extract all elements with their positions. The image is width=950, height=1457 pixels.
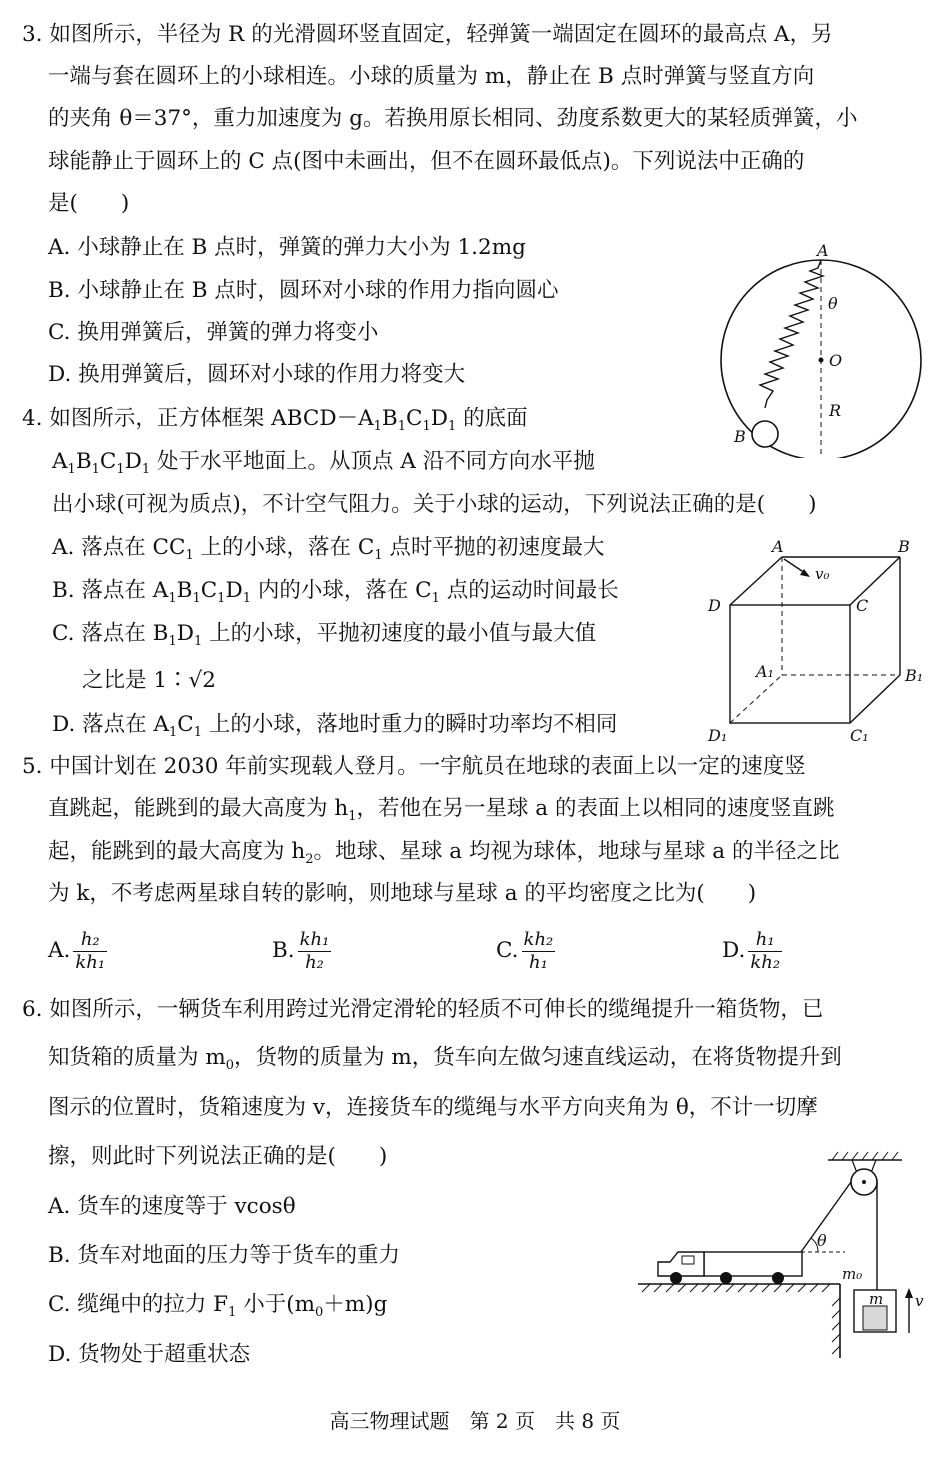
ceiling-hatch bbox=[832, 1152, 898, 1160]
label-m: m bbox=[869, 1290, 884, 1308]
edge-d1a1-hidden bbox=[730, 675, 782, 723]
q3-stem-line-4: 球能静止于圆环上的 C 点(图中未画出，但不在圆环最低点)。下列说法中正确的 bbox=[48, 149, 805, 174]
q3-stem-line-2: 一端与套在圆环上的小球相连。小球的质量为 m，静止在 B 点时弹簧与竖直方向 bbox=[48, 64, 815, 89]
edge-da bbox=[730, 557, 782, 605]
front-face bbox=[730, 605, 850, 723]
pulley-axle bbox=[862, 1180, 866, 1184]
q4-cube-figure bbox=[700, 535, 935, 750]
label-b: B bbox=[734, 427, 746, 446]
label-b: B bbox=[898, 537, 910, 556]
q4-option-c-line-1: C. 落点在 $B_1D_1$ 上的小球，平抛初速度的最小值与最大值 bbox=[52, 621, 597, 649]
q6-truck-pulley-figure bbox=[630, 1148, 930, 1363]
q5-stem-line-2: 直跳起，能跳到的最大高度为 $h_1$，若他在另一星球 a 的表面上以相同的速度竖直跳 bbox=[48, 796, 835, 824]
label-theta: θ bbox=[817, 1231, 827, 1250]
truck-wheel-front bbox=[670, 1272, 682, 1284]
q5-option-d: D. $\frac{\text{h₁}}{\text{kh₂}}$ bbox=[722, 928, 781, 973]
q3-ring-spring-figure bbox=[715, 238, 930, 458]
q3-option-c: C. 换用弹簧后，弹簧的弹力将变小 bbox=[48, 320, 379, 345]
q3-stem-line-1: 3. 如图所示，半径为 R 的光滑圆环竖直固定，轻弹簧一端固定在圆环的最高点 A，另 bbox=[22, 22, 833, 47]
q4-stem-line-2: $A_1B_1C_1D_1$ 处于水平地面上。从顶点 A 沿不同方向水平抛 bbox=[52, 449, 595, 477]
label-a: A bbox=[817, 241, 829, 260]
q6-option-a: A. 货车的速度等于 vcosθ bbox=[48, 1194, 296, 1219]
label-c1: C₁ bbox=[850, 726, 869, 745]
q3-option-d: D. 换用弹簧后，圆环对小球的作用力将变大 bbox=[48, 362, 466, 387]
q4-option-a: A. 落点在 $CC_1$ 上的小球，落在 $C_1$ 点时平抛的初速度最大 bbox=[52, 535, 605, 563]
truck-wheel-rear bbox=[772, 1272, 784, 1284]
edge-c1b1 bbox=[850, 675, 900, 723]
ball bbox=[752, 421, 778, 447]
q3-option-b: B. 小球静止在 B 点时，圆环对小球的作用力指向圆心 bbox=[48, 278, 559, 303]
truck-wheel-middle bbox=[720, 1272, 732, 1284]
label-d1: D₁ bbox=[708, 726, 728, 745]
label-r: R bbox=[829, 401, 842, 420]
truck-cab bbox=[658, 1252, 704, 1276]
q4-stem-line-3: 出小球(可视为质点)，不计空气阻力。关于小球的运动，下列说法正确的是( ) bbox=[52, 492, 817, 517]
q6-stem-line-2: 知货箱的质量为 $m_0$，货物的质量为 m，货车向左做匀速直线运动，在将货物提升到 bbox=[48, 1045, 842, 1073]
ground-hatch bbox=[642, 1284, 840, 1354]
label-v0: v₀ bbox=[815, 565, 830, 583]
q6-option-d: D. 货物处于超重状态 bbox=[48, 1342, 251, 1367]
q3-option-a: A. 小球静止在 B 点时，弹簧的弹力大小为 1.2mg bbox=[48, 235, 526, 260]
v-arrow-head bbox=[905, 1288, 913, 1298]
label-b1: B₁ bbox=[905, 666, 924, 685]
q6-option-c: C. 缆绳中的拉力 $F_1$ 小于$(m_0+m)g$ bbox=[48, 1292, 388, 1320]
q4-option-b: B. 落点在 $A_1B_1C_1D_1$ 内的小球，落在 $C_1$ 点的运动时间最长 bbox=[52, 578, 619, 606]
label-d: D bbox=[708, 596, 721, 615]
q3-stem-line-3: 的夹角 θ＝37°，重力加速度为 g。若换用原长相同、劲度系数更大的某轻质弹簧，小 bbox=[48, 106, 858, 131]
q4-option-c-line-2: 之比是 1∶√2 bbox=[82, 668, 216, 693]
q4-option-d: D. 落点在 $A_1C_1$ 上的小球，落地时重力的瞬时功率均不相同 bbox=[52, 712, 618, 740]
page-footer: 高三物理试题 第 2 页 共 8 页 bbox=[329, 1409, 621, 1433]
q4-stem-line-1: 4. 如图所示，正方体框架 $ABCD-A_1B_1C_1D_1$ 的底面 bbox=[22, 406, 528, 434]
label-theta: θ bbox=[828, 294, 838, 313]
label-a: A bbox=[772, 537, 784, 556]
cargo-m bbox=[863, 1306, 887, 1330]
center-point bbox=[819, 358, 824, 363]
label-c: C bbox=[856, 596, 869, 615]
q6-stem-line-4: 擦，则此时下列说法正确的是( ) bbox=[48, 1144, 388, 1169]
label-v: v bbox=[915, 1292, 924, 1310]
q5-stem-line-4: 为 k，不考虑两星球自转的影响，则地球与星球 a 的平均密度之比为( ) bbox=[48, 881, 757, 906]
spring bbox=[760, 260, 823, 408]
q6-option-b: B. 货车对地面的压力等于货车的重力 bbox=[48, 1243, 400, 1268]
label-m0: m₀ bbox=[842, 1265, 863, 1283]
label-a1: A₁ bbox=[756, 662, 774, 681]
q5-option-b: B. $\frac{\text{kh₁}}{\text{h₂}}$ bbox=[272, 928, 330, 973]
label-o: O bbox=[829, 351, 843, 370]
q5-option-c: C. $\frac{\text{kh₂}}{\text{h₁}}$ bbox=[496, 928, 554, 973]
q3-stem-line-5: 是( ) bbox=[48, 191, 130, 216]
q6-stem-line-1: 6. 如图所示，一辆货车利用跨过光滑定滑轮的轻质不可伸长的缆绳提升一箱货物，已 bbox=[22, 997, 824, 1022]
q5-stem-line-1: 5. 中国计划在 2030 年前实现载人登月。一宇航员在地球的表面上以一定的速度竖 bbox=[22, 754, 806, 779]
q6-stem-line-3: 图示的位置时，货箱速度为 v，连接货车的缆绳与水平方向夹角为 θ，不计一切摩 bbox=[48, 1095, 818, 1120]
q5-stem-line-3: 起，能跳到的最大高度为 $h_2$。地球、星球 a 均视为球体，地球与星球 a 的半径之比 bbox=[48, 839, 840, 867]
truck-cargo-bed bbox=[704, 1252, 802, 1276]
q5-option-a: A. $\frac{\text{h₂}}{\text{kh₁}}$ bbox=[48, 928, 106, 973]
